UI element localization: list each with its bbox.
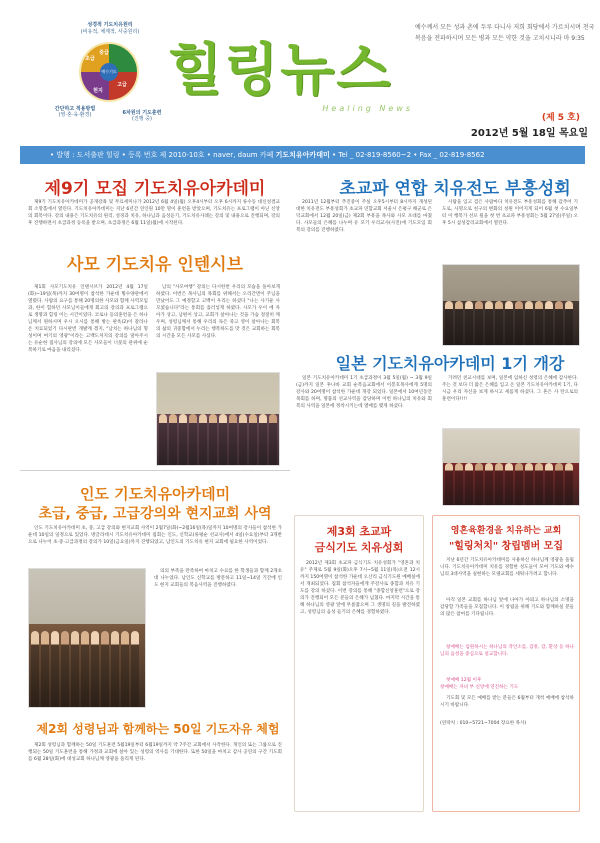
article-body: 2012년 제3회 초교파 금식기도 치유성회가 "영혼과 치유" 주제로 5월 9일(화)오후 7시~5월 11일(목)오전 12시까지 150여명이 참석한 가운데 오산리 금식기도원 예배실에서 개최되었다. 집회 참석자들에게 주강사로 종합과 치유 기도를 강의 하셨다. 이번 강의를 통해 "종합신앙훈련"으로 강의가 진행되어 모든 분들의 은혜가 넘쳤다. 마지막 시간을 통해 하나님의 영광 앞에 무릎꿇으며 그 생명의 길을 발견하였고, 성령님의 음성 들기의 은혜를 경험하였다. [300, 561, 420, 615]
photo-figure [229, 414, 237, 465]
photo-india-ministry [28, 568, 146, 708]
article-body: 2011년 12월부터 추진중이 주실 오후5시부터 8시까지 개성된 대한 치유전도 부흥성회가 초교파 연합교회 서울시 은평구 해군로 은덕교회에서 12월 20일(금) 제2회 부흥을 목사와 사모 포대를 마쳤다. 사모들의 은혜를 나누며 유 모기 우리교사(사진)에 기도모임 회복의 강의를 진행하였다. [296, 200, 432, 233]
photo-figure [91, 631, 99, 707]
publisher-info: • 발행 : 도서출판 힐링 • 등록 번호 제 2010-10호 • naver, daum 카페 [50, 151, 274, 159]
article-revival-right [442, 199, 578, 259]
quadrant-label-1: 중급 [99, 50, 109, 56]
healing-principle-diagram [50, 10, 168, 128]
photo-figure [505, 301, 513, 345]
article-body: 아직 일본 교회를 하나님 앞에 나아가 아뢰고 하나님의 소명을 감당할 가족들을 모집합니다. 이 창립을 위해 기도와 함께하실 분들의 많은 참여를 기다립니다. [440, 598, 574, 617]
publisher-info-bar [20, 146, 585, 164]
article-50day-prayer [28, 742, 282, 822]
article-body: 인도 기도치유아카데미 초, 중, 고급 강의와 현지교회 사역이 2월7일(화)~2월16일(목)일까지 10여명의 강사들이 참석한 가운데 10일의 일정으로 있었다. 방글라데시 기도치유아카데미 집회는 인도, 신학교(류평순 선교사)에서 4일(수요일)부터 3개반으로 나누어 초·중·고급과정의 강의가 10일(금요일)까지 진행되었고, 남인도의 기도치유 현지 교회에 필요한 사역이었다. [28, 526, 282, 545]
diagram-center-label: 예수기도 [101, 69, 117, 74]
photo-figure [61, 631, 69, 707]
diagram-right-label: 6차원의 기도훈련 [122, 110, 162, 116]
photo-figure [179, 414, 187, 465]
article-body: 의의 부족을 만족하여 마치고 수료를 한 학생들과 함께 2개초대 나누었다. 남인도 신학교를 방문하고 11일~14일 기간에 인도 현지 교회들의 복음사역을 진행하였다. [154, 569, 282, 588]
photo-figure [565, 463, 573, 505]
photo-pastor-wives-group [156, 372, 280, 466]
photo-figure [455, 463, 463, 505]
article-body: 일본 기도치유아카데미 1기 초급과정이 3월 5일(월) ~ 3월 9일(금)까지 일본 후나바 교회 순복음교회에서 이봉호목사에게 5명의 강사와 20여명이 참석한 가운데 개강 되었다. 일본에서 10여년동안 목회를 하며, 명품의 선교사역을 감당하며 이번 하나님의 치유와 회복의 사역을 일본에 정착시키는데 열매를 맺게 하셨다. [296, 376, 432, 409]
article-body: 사람을 입고 검은 사람마다 치유전도 부흥성회를 통해 감추어 기도로, 사명으로 친구의 변화의 성원 이어지게 되어 6월 첫 수요일부터 이 행복가 선포 될을 첫 번 초교파 부흥성회는 5월 27일(주일) 오후 5시 삼성감리교회에서 열린다. [442, 200, 578, 226]
photo-figure [475, 301, 483, 345]
photo-figure [81, 631, 89, 707]
photo-figure [545, 463, 553, 505]
article-body: 남의 "사모여행" 강의는 다시한번 우리의 모습을 돌아보게 하였다. 이번은 목사님의 목회를 위해서는 오리간면이 주님을 만났어도 그 예정할고 고백이 우리는 하셨다 "나는 사기운 사모였습니다"라는 통회를 흘러넣게 하였다. 사모가 우이 에 자아가 상고, 남편이 상고, 교회가 살아나는 것을 가슴 절절히 깨우며, 성령님께서 통해 우리의 독은 죽고 영이 살아나는 회복의 삶의 귀중함에서 누리는 행복하도를 맛 것은 교회하는 회복의 시간을 모든 사모를 사셨다. [156, 285, 280, 339]
photo-figure [495, 301, 503, 345]
photo-figure [495, 463, 503, 505]
article-pastor-wives-left [28, 284, 148, 454]
photo-figure [445, 463, 453, 505]
photo-figure [269, 414, 277, 465]
photo-figure [545, 301, 553, 345]
photo-figure [485, 463, 493, 505]
article-japan-right [442, 375, 578, 415]
newspaper-title-block [168, 40, 413, 120]
headline-revival-meeting: 초교파 연합 치유전도 부흥성회 [339, 179, 571, 199]
photo-figure [525, 301, 533, 345]
article-revival-left [296, 199, 432, 349]
article-body: 첫예배 12월 이후 창예배는 자녀 부 신앙에 연진하는 기도 [440, 678, 519, 690]
diagram-subtitle: (비유적, 체계적, 사중원리) [80, 29, 140, 35]
headline-india-academy: 인도 기도치유아카데미 [79, 485, 231, 503]
photo-figure [445, 301, 453, 345]
article-healing-church-1 [440, 557, 574, 593]
headline-india-subtitle: 초급, 중급, 고급강의와 현지교회 사역 [38, 506, 272, 522]
photo-figure [475, 463, 483, 505]
headline-academy-recruit: 제9기 모집 기도치유아카데미 [44, 179, 266, 199]
article-body: 가려던 친교시대를 보며, 일본에 임하신 성령의 은혜에 감사한다. 주는 것 보다 더 많은 은혜를 입고 온 일본 기도치유아카데미 1기, 다시금 우리 자신을 보게 하시고 세롭게 하셨다. 그 흔은 사 탄으로의 훈련이다!!!! [442, 376, 578, 402]
photo-figure [535, 463, 543, 505]
headline-healing-church-line1: 영혼육환경을 치유하는 교회 [450, 526, 562, 536]
photo-figure [159, 414, 167, 465]
photo-figure [101, 631, 109, 707]
photo-figure [565, 301, 573, 345]
diagram-left-label: 간단하고 적용방법 [54, 106, 96, 112]
photo-figure [525, 463, 533, 505]
bible-verse: 예수께서 모든 성과 촌에 두루 다니사 저희 회당에서 가르치시며 천국 복음을 전파하시며 모든 병과 모든 약한 것을 고치시니라 마 9:35 [415, 24, 595, 42]
article-india-right [154, 568, 282, 708]
photo-figure [41, 631, 49, 707]
cafe-name[interactable]: 기도치유아카데미 [275, 151, 330, 159]
photo-figure [31, 631, 39, 707]
article-body: 기도회 및 모든 예배를 받는 분들은 6월부터 개척 예배에 참석하시기 바랍니다. [440, 696, 574, 708]
photo-figure [51, 631, 59, 707]
photo-figure [515, 463, 523, 505]
photo-japan-group [442, 428, 580, 506]
article-healing-church-2 [440, 597, 574, 641]
article-body: 창예배는 임원하시는 하나님의 작인소를, 감흥, 감, 환상 등 하나님의 음성을 중심으로 설교합니다. [440, 645, 574, 657]
headline-japan-academy: 일본 기도치유아카데미 1기 개강 [335, 354, 565, 373]
quadrant-label-4: 현지 [93, 88, 103, 94]
masthead [0, 0, 600, 150]
section-divider [20, 470, 290, 471]
photo-figure [249, 414, 257, 465]
article-healing-church-contact [440, 720, 574, 730]
photo-figure [465, 301, 473, 345]
headline-pastor-wives: 사모 기도치유 인텐시브 [66, 255, 244, 275]
photo-figure [111, 631, 119, 707]
issue-number: (제 5 호) [541, 113, 580, 123]
photo-figure [199, 414, 207, 465]
photo-revival-meeting [442, 264, 580, 346]
article-pastor-wives-right [156, 284, 280, 364]
photo-figure [535, 301, 543, 345]
photo-figure [219, 414, 227, 465]
article-body: 지난 6년간 기도치유아카데미를 사용하신 하나님께 영광을 돌립니다. 기도치유아카데미 치유를 경험한 성도들이 모여 기도와 예수님의 3대사역을 실현하는 모델교회를 세워나가려고 합니다. [440, 558, 574, 577]
photo-figure [505, 463, 513, 505]
photo-figure [189, 414, 197, 465]
publication-date: 2012년 5월 18일 목요일 [470, 128, 588, 139]
headline-fasting-line1: 제3회 초교파 [326, 525, 392, 538]
photo-figure [131, 631, 139, 707]
quadrant-label-2: 초급 [85, 56, 95, 62]
article-japan-left [296, 375, 432, 505]
photo-figure [259, 414, 267, 465]
quadrant-label-3: 고급 [117, 82, 127, 88]
photo-figure [71, 631, 79, 707]
diagram-left-sublabel: (영·혼·육·환경) [58, 112, 92, 118]
photo-figure [555, 463, 563, 505]
headline-50day-prayer: 제2회 성령님과 함께하는 50일 기도자유 체험 [36, 722, 280, 736]
article-body: 제9기 기도치유아카데미가 공개강좌 및 무료세미나가 2012년 6월 4일(월) 오후4시부터 오후 6시까지 류수동 대신성결교회 소망홀에서 열린다. 기도치유아카데미는 지난 6년간 연인원 10만 명이 훈련을 받았으며, 기도치유는 프로그램이 아닌 신앙의 회복이다. 강의 내용은 기도치유의 원리, 성경과 치유, 하나님과 음성듣기, 기도치유사례는 강의 및 내용으로 진행되며, 강의후 진행하면서 초급과정 등록을 받으며, 초급과정은 6월 11일(월)에 시작된다. [28, 200, 280, 226]
diagram-right-sublabel: (진행 중) [132, 116, 152, 122]
article-fasting-meeting [300, 560, 420, 805]
contact-info: • Tel _ 02-819-8560~2 • Fax _ 02-819-8562 [331, 151, 485, 159]
headline-fasting-line2: 금식기도 치유성회 [314, 541, 404, 554]
article-body: 제1회 사모기도치유 인텐시브가 2012년 4월 17일(화)~19일(목)까지 30여명이 참석한 가운데 횡수양관에서 열렸다. 사람의 요구를 통해 20명의한 사모와 함께 사역모임과, 한이 힘하던 사모님이들에게 회고의 강의과 프로그램으로 생명과 힐링 이는 시간이었다. 코로나 등의훈련을 은 하나님께서 원하시며 우시 오시를 통해 방는 판옥(2)이 갈라나 온 치료되었기 다시판번 개발계 겠지, "남치는 하나님의 형성이며 여기의 영광"이라는 고백도처지의 강의를 말아주시는 유순한 집사님의 강의에 모든 사모들이 너뭇의 관위에 순복하기로 마음을 내리셨다. [28, 285, 148, 353]
photo-figure [209, 414, 217, 465]
newspaper-title: 힐링뉴스 [168, 38, 393, 103]
diagram-title: 성경적 기도치유원리 [87, 22, 133, 28]
newspaper-subtitle: Healing News [322, 104, 413, 113]
article-body: 제2회 성령님과 함께하는 50일 기도훈련 5월19일부터 6월19일까지 약 7주간 교회에서 사작한다. 개인의 또는 그룹으로 진행되는 50일 기도훈련을 통해 가정과 교회에 살아 있는 성령의 역사를 기대한다. 또한 50일을 마치고 감사 공연의 구간 기도회를 6월 28일(화)에 대성교회 하나님께 영광을 돌리게 된다. [28, 743, 282, 762]
photo-figure [169, 414, 177, 465]
photo-figure [455, 301, 463, 345]
article-healing-church-3 [440, 695, 574, 717]
photo-figure [485, 301, 493, 345]
article-healing-church-pink2 [440, 670, 574, 690]
contact-line: (연락처 : 010~5721~7004 장요한 목사) [440, 721, 527, 726]
article-healing-church-pink1 [440, 644, 574, 666]
photo-figure [239, 414, 247, 465]
photo-figure [121, 631, 129, 707]
photo-figure [515, 301, 523, 345]
photo-figure [465, 463, 473, 505]
article-india-top [28, 525, 282, 565]
headline-healing-church-line2: "힐링처치" 창립멤버 모집 [449, 541, 563, 552]
article-academy-recruit [28, 199, 280, 239]
photo-figure [555, 301, 563, 345]
